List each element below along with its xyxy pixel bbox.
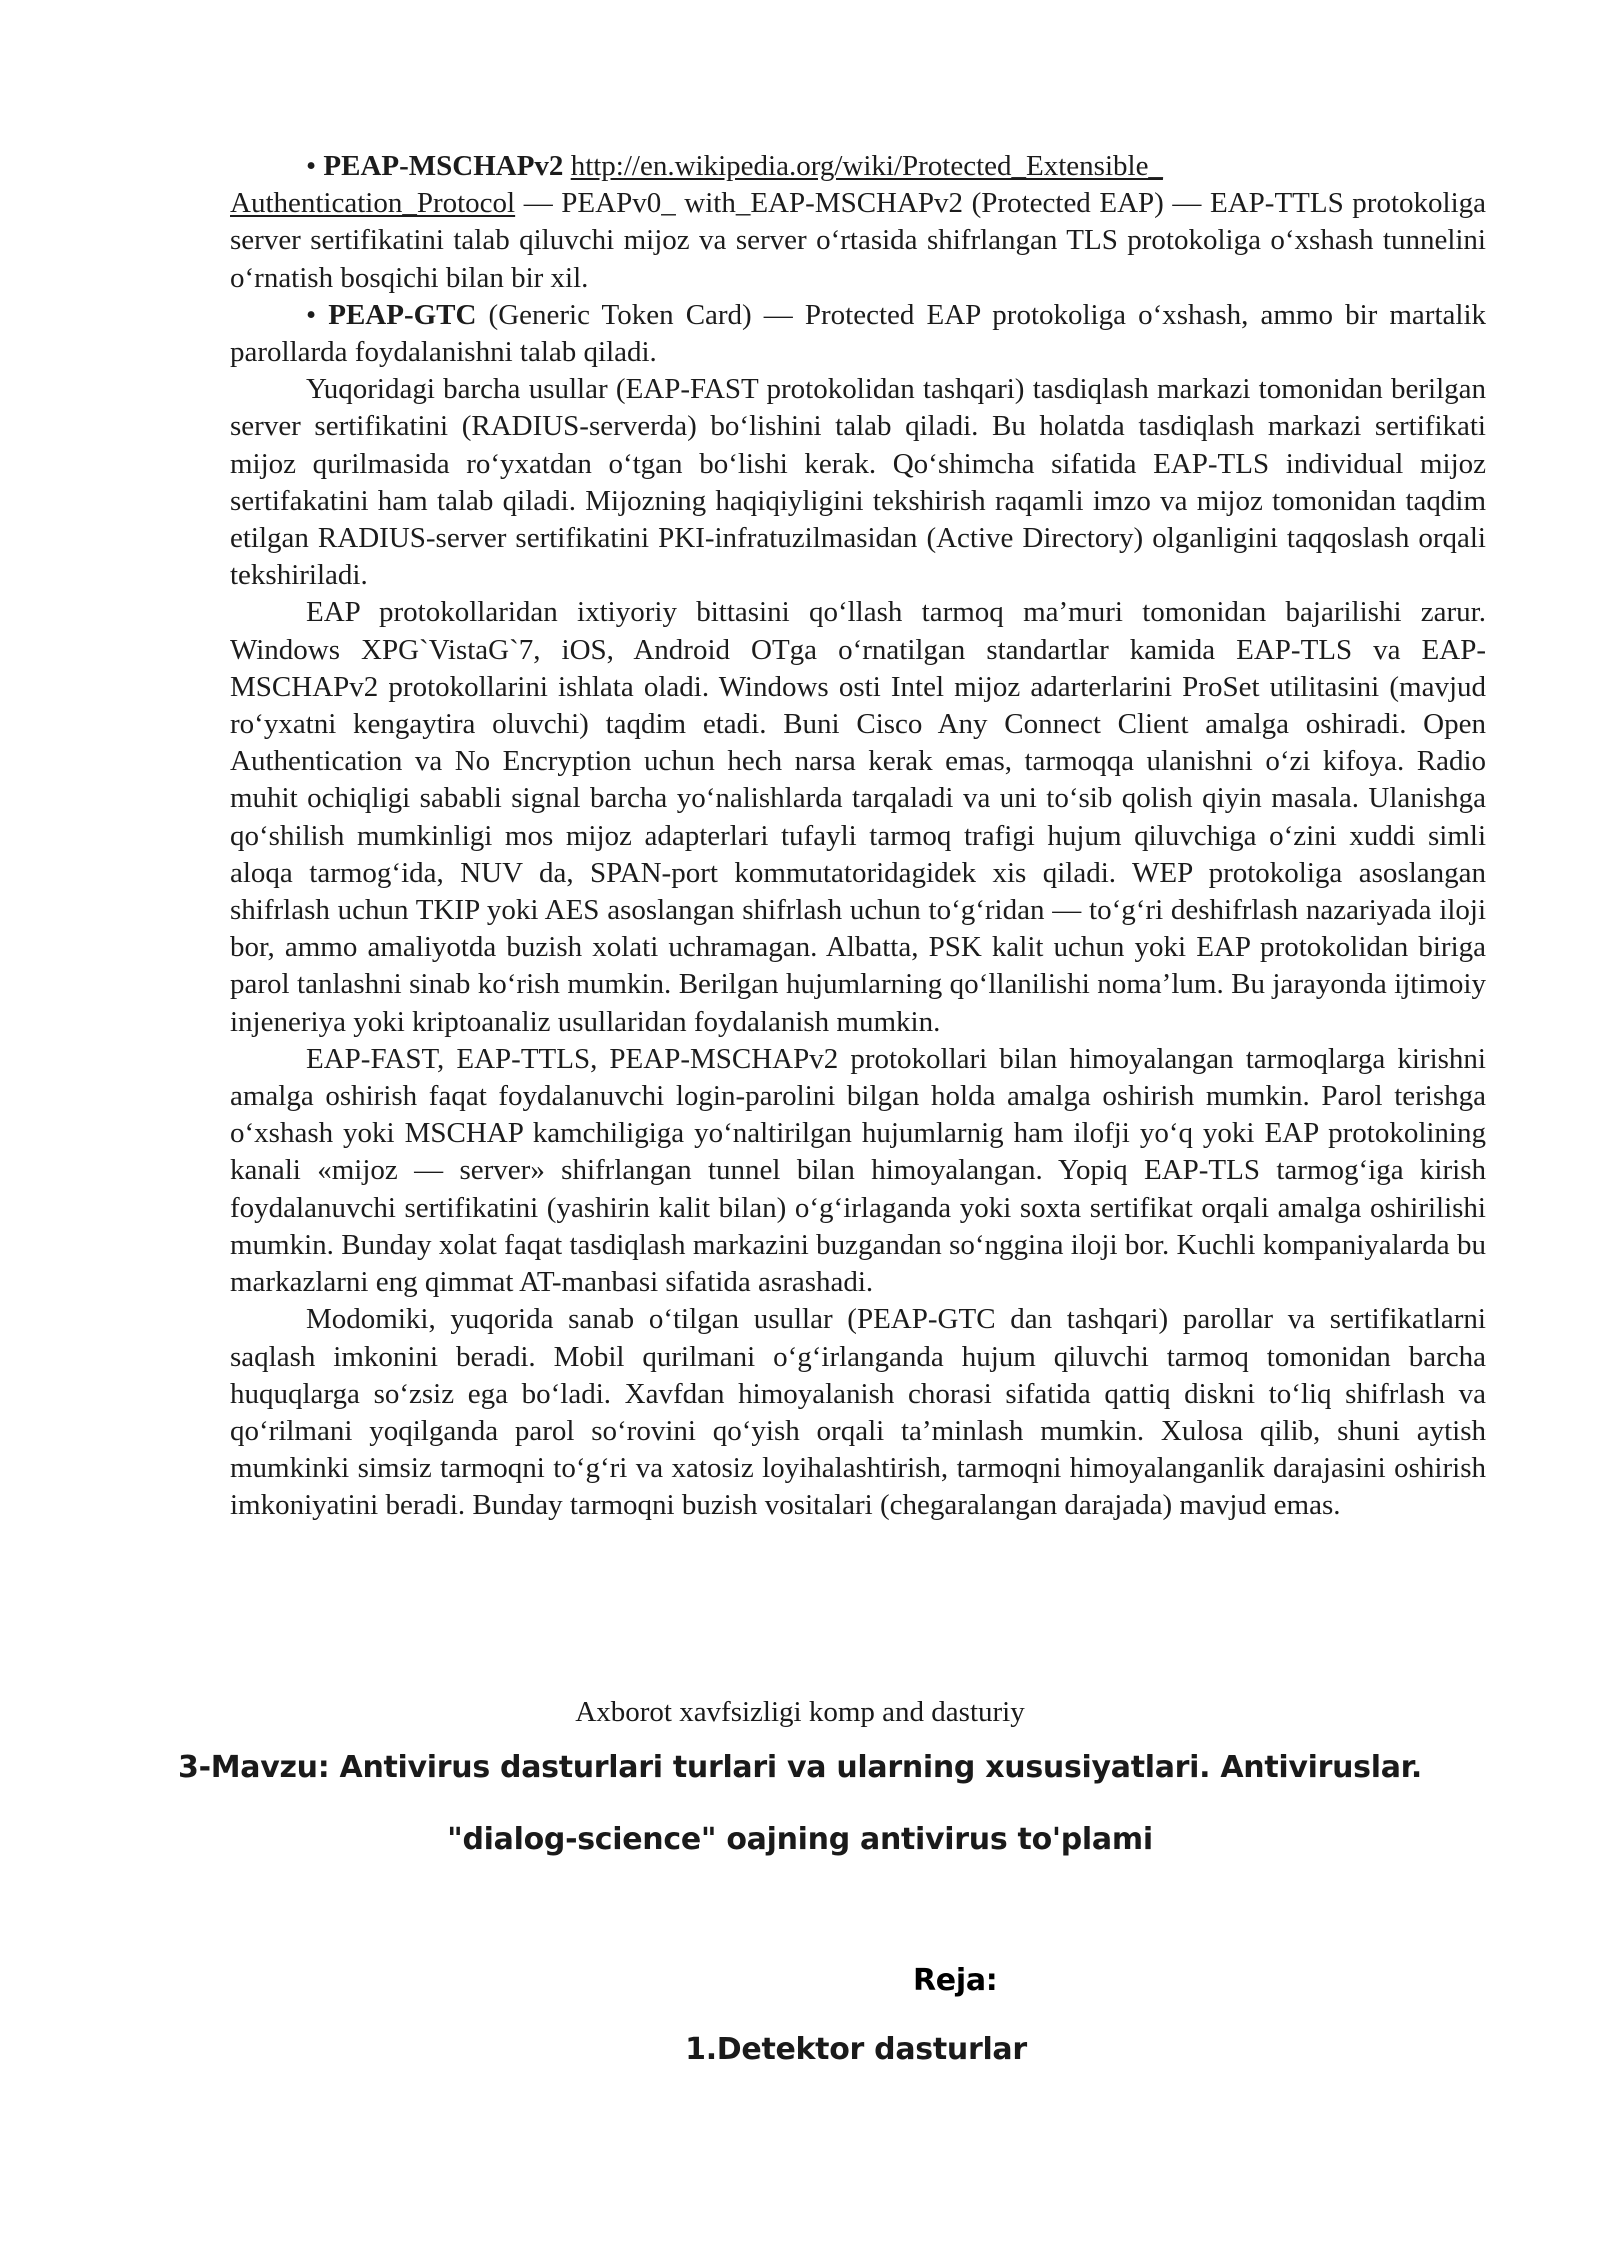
plan-label: Reja: [913,1963,998,1998]
term-peap-gtc: PEAP-GTC [328,298,477,331]
wikipedia-link-part2[interactable]: Authentication_Protocol [230,187,516,220]
paragraph-eap-protocols: EAP protokollaridan ixtiyoriy bittasini qoʻllash tarmoq maʼmuri tomonidan bajarilishi zarur. Windows XPG`VistaG`7, iOS, Android OTga oʻrnatilgan standartlar kamida EAP-TLS va EAP-MSCHAPv2 protokollarini ishlata oladi. Windows osti Intel mijoz adarterlarini ProSet utilitasini (mavjud roʻyxatni kengaytira oluvchi) taqdim etadi. Buni Cisco Any Connect Client amalga oshiradi. Open Authentication va No Encryption uchun hech narsa kerak emas, tarmoqqa ulanishni oʻzi kifoya. Radio muhit ochiqligi sababli signal barcha yoʻnalishlarda tarqaladi va uni toʻsib qolish qiyin masala. Ulanishga qoʻshilish mumkinligi mos mijoz adapterlari tufayli tarmoq trafigi hujum qiluvchiga oʻzini xuddi simli aloqa tarmogʻida, NUV da, SPAN-port kommutatoridagidek xis qiladi. WEP protokoliga asoslangan shifrlash uchun TKIP yoki AES asoslangan shifrlash uchun toʻgʻridan — toʻgʻri deshifrlash nazariyada iloji bor, ammo amaliyotda buzish xolati uchramagan. Albatta, PSK kalit uchun yoki EAP protokolidan biriga parol tanlashni sinab koʻrish mumkin. Berilgan hujumlarning qoʻllanilishi nomaʼlum. Bu jarayonda ijtimoiy injeneriya yoki kriptoanaliz usullaridan foydalanish mumkin. [230,596,1486,1038]
plan-item-1: 1.Detektor dasturlar [685,2032,1027,2067]
wikipedia-link-part1[interactable]: http://en.wikipedia.org/wiki/Protected_Extensible_ [570,150,1163,182]
paragraph-conclusion: Modomiki, yuqorida sanab oʻtilgan usullar (PEAP-GTC dan tashqari) parollar va sertifikatlarni saqlash imkonini beradi. Mobil qurilmani oʻgʻirlanganda hujum qiluvchi tarmoq tomonidan barcha huquqlarga soʻzsiz ega boʻladi. Xavfdan himoyalanish chorasi sifatida qattiq diskni toʻliq shifrlash va qoʻrilmani yoqilganda parol soʻrovini qoʻyish orqali taʼminlash mumkin. Xulosa qilib, shuni aytish mumkinki simsiz tarmoqni toʻgʻri va xatosiz loyihalashtirish, tarmoqni himoyalanganlik darajasini oshirish imkoniyatini beradi. Bunday tarmoqni buzish vositalari (chegaralangan darajada) mavjud emas. [230,1303,1486,1522]
topic-heading-line2: "dialog-science" oajning antivirus to'plami [447,1822,1153,1857]
subject-line: Axborot xavfsizligi komp and dasturiy [575,1696,1025,1728]
document-body [230,148,1486,1525]
bullet-mark: • [306,298,317,331]
bullet-peap-gtc-text: (Generic Token Card) — Protected EAP protokoliga oʻxshash, ammo bir martalik parollarda foydalanishni talab qiladi. [230,298,1486,369]
bullet-peap-gtc [230,297,1486,371]
bullet-peap-mschapv2-text: — PEAPv0_ with_EAP-MSCHAPv2 (Protected EAP) — EAP-TTLS protokoliga server sertifikatini talab qiluvchi mijoz va server oʻrtasida shifrlangan TLS protokoliga oʻxshash tunnelini oʻrnatish bosqichi bilan bir xil. [230,187,1486,294]
bullet-peap-mschapv2 [230,148,1486,297]
paragraph-protected-networks: EAP-FAST, EAP-TTLS, PEAP-MSCHAPv2 protokollari bilan himoyalangan tarmoqlarga kirishni amalga oshirish faqat foydalanuvchi login-parolini bilgan holda amalga oshirish mumkin. Parol terishga oʻxshash yoki MSCHAP kamchiligiga yoʻnaltirilgan hujumlarnig ham ilofji yoʻq yoki EAP protokolining kanali «mijoz — server» shifrlangan tunnel bilan himoyalangan. Yopiq EAP-TLS tarmogʻiga kirish foydalanuvchi sertifikatini (yashirin kalit bilan) oʻgʻirlaganda yoki soxta sertifikat orqali amalga oshirilishi mumkin. Bunday xolat faqat tasdiqlash markazini buzgandan soʻnggina iloji bor. Kuchli kompaniyalarda bu markazlarni eng qimmat AT-manbasi sifatida asrashadi. [230,1042,1486,1299]
bullet-mark: • [306,150,317,182]
term-peap-mschapv2: PEAP-MSCHAPv2 [323,150,564,182]
paragraph-certificates: Yuqoridagi barcha usullar (EAP-FAST protokolidan tashqari) tasdiqlash markazi tomonidan berilgan server sertifikatini (RADIUS-serverda) boʻlishini talab qiladi. Bu holatda tasdiqlash markazi sertifikati mijoz qurilmasida roʻyxatdan oʻtgan boʻlishi kerak. Qoʻshimcha sifatida EAP-TLS individual mijoz sertifakatini ham talab qiladi. Mijozning haqiqiyligini tekshirish raqamli imzo va mijoz tomonidan taqdim etilgan RADIUS-server sertifikatini PKI-infratuzilmasidan (Active Directory) olganligini taqqoslash orqali tekshiriladi. [230,373,1486,592]
topic-heading-line1: 3-Mavzu: Antivirus dasturlari turlari va ularning xususiyatlari. Antiviruslar. [178,1750,1422,1785]
